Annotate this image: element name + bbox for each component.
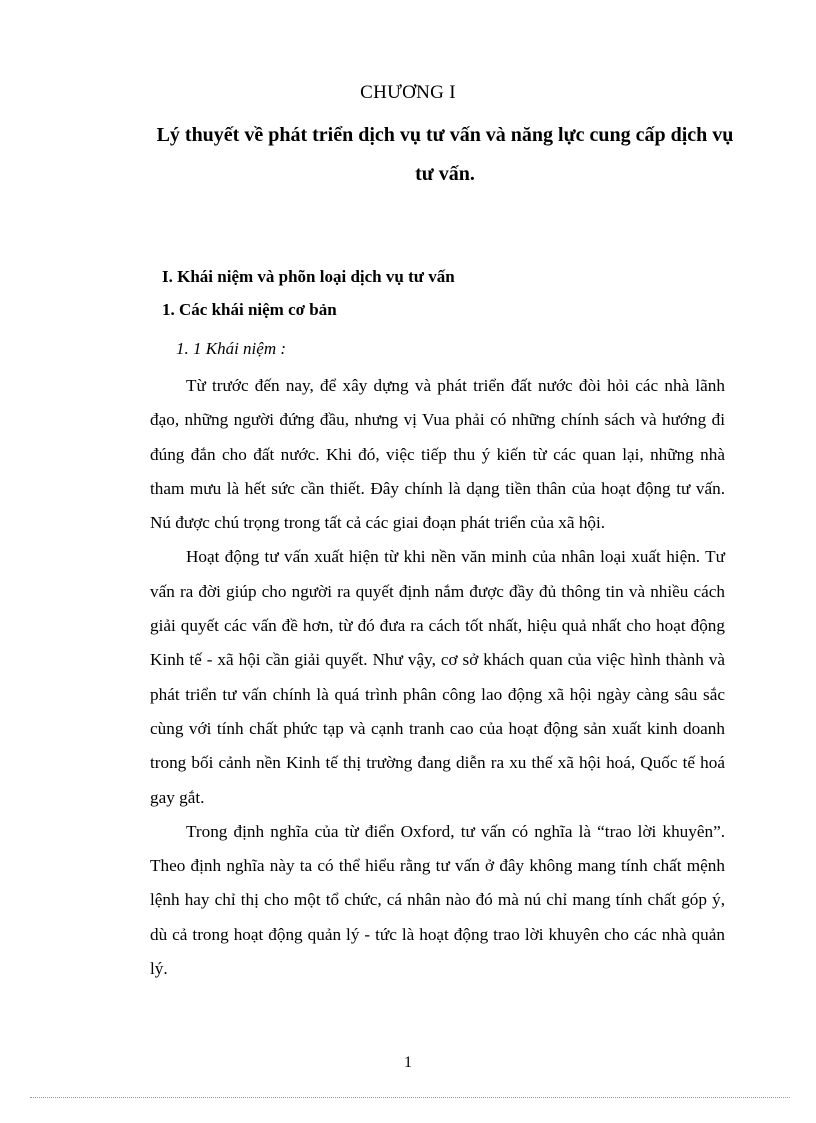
paragraph: Trong định nghĩa của từ điển Oxford, tư vấn có nghĩa là “trao lời khuyên”. Theo định nghĩa này ta có thể hiểu rằng tư vấn ở đây không mang tính chất mệnh lệnh hay chỉ thị cho một tổ chức, cá nhân nào đó mà nú chỉ mang tính chất góp ý, dù cả trong hoạt động quản lý - tức là hoạt động trao lời khuyên cho các nhà quản lý. [150,821,725,979]
subsection-heading: 1. Các khái niệm cơ bản [162,300,337,319]
paragraph: Từ trước đến nay, để xây dựng và phát triển đất nước đòi hỏi các nhà lãnh đạo, những người đứng đầu, nhưng vị Vua phải có những chính sách và hướng đi đúng đắn cho đất nước. Khi đó, việc tiếp thu ý kiến từ các quan lại, những nhà tham mưu là hết sức cần thiết. Đây chính là dạng tiền thân của hoạt động tư vấn. Nú được chú trọng trong tất cả các giai đoạn phát triển của xã hội. [150,376,725,533]
footer-divider [30,1097,790,1098]
paragraph: Hoạt động tư vấn xuất hiện từ khi nền văn minh của nhân loại xuất hiện. Tư vấn ra đời giúp cho người ra quyết định nắm được đầy đủ thông tin và nhiều cách giải quyết các vấn đề hơn, từ đó đưa ra cách tốt nhất, hiệu quả nhất cho hoạt động Kinh tế - xã hội cần giải quyết. Như vậy, cơ sở khách quan của việc hình thành và phát triển tư vấn chính là quá trình phân công lao động xã hội ngày càng sâu sắc cùng với tính chất phức tạp và cạnh tranh cao của hoạt động sản xuất kinh doanh trong bối cảnh nền Kinh tế thị trường đang diễn ra xu thế xã hội hoá, Quốc tế hoá gay gắt. [150,547,725,807]
page-number: 1 [404,1054,412,1071]
chapter-title: Lý thuyết về phát triển dịch vụ tư vấn và năng lực cung cấp dịch vụ tư vấn. [156,124,734,185]
subsubsection-heading: 1. 1 Khái niệm : [176,339,287,358]
chapter-number: CHƯƠNG I [360,82,456,103]
section-heading: I. Khái niệm và phõn loại dịch vụ tư vấn [162,267,455,286]
body-text [150,369,725,986]
